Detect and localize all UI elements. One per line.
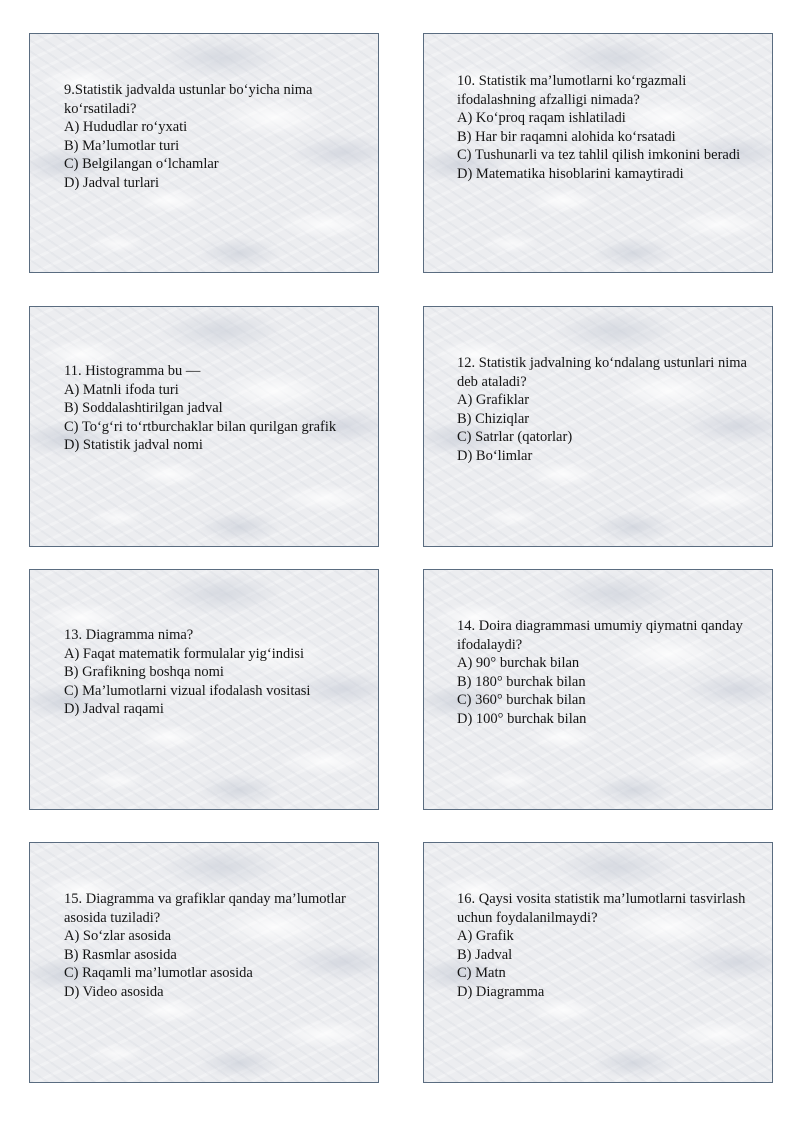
option-d: D) Jadval raqami	[64, 701, 164, 718]
question-text: 14. Doira diagrammasi umumiy qiymatni qanday ifodalaydi?	[457, 618, 743, 653]
option-a: A) Faqat matematik formulalar yig‘indisi	[64, 645, 304, 662]
option-b: B) Ma’lumotlar turi	[64, 137, 180, 154]
option-d: D) Statistik jadval nomi	[64, 437, 203, 454]
option-d: D) Video asosida	[64, 983, 164, 1000]
question-card-12	[423, 306, 773, 547]
option-a: A) Matnli ifoda turi	[64, 381, 179, 398]
question-text: 15. Diagramma va grafiklar qanday ma’lumotlar asosida tuziladi?	[64, 891, 346, 926]
option-c: C) Raqamli ma’lumotlar asosida	[64, 965, 253, 982]
question-card-15	[29, 842, 379, 1083]
option-d: D) Matematika hisoblarini kamaytiradi	[457, 165, 684, 182]
option-d: D) 100° burchak bilan	[457, 710, 587, 727]
question-card-text	[64, 890, 364, 1002]
question-card-text	[64, 626, 376, 719]
option-d: D) Bo‘limlar	[457, 447, 533, 464]
question-card-text	[64, 81, 364, 193]
option-d: D) Diagramma	[457, 983, 545, 1000]
option-c: C) To‘g‘ri to‘rtburchaklar bilan qurilgan grafik	[64, 418, 337, 435]
option-c: C) Tushunarli va tez tahlil qilish imkonini beradi	[457, 147, 741, 164]
question-card-16	[423, 842, 773, 1083]
question-text: 13. Diagramma nima?	[64, 627, 194, 643]
option-c: C) Matn	[457, 965, 506, 982]
question-text: 16. Qaysi vosita statistik ma’lumotlarni tasvirlash uchun foydalanilmaydi?	[457, 891, 746, 926]
option-b: B) 180° burchak bilan	[457, 673, 586, 690]
question-text: 9.Statistik jadvalda ustunlar bo‘yicha nima ko‘rsatiladi?	[64, 82, 313, 117]
option-b: B) Grafikning boshqa nomi	[64, 664, 224, 681]
option-c: C) Satrlar (qatorlar)	[457, 429, 573, 446]
question-card-9	[29, 33, 379, 273]
question-card-10	[423, 33, 773, 273]
question-text: 12. Statistik jadvalning ko‘ndalang ustunlari nima deb ataladi?	[457, 355, 747, 390]
question-text: 10. Statistik ma’lumotlarni ko‘rgazmali ifodalashning afzalligi nimada?	[457, 73, 687, 108]
question-card-text	[457, 890, 757, 1002]
question-card-11	[29, 306, 379, 547]
option-c: C) Belgilangan o‘lchamlar	[64, 156, 219, 173]
option-c: C) 360° burchak bilan	[457, 692, 586, 709]
question-card-text	[64, 362, 376, 455]
option-a: A) 90° burchak bilan	[457, 655, 580, 672]
option-a: A) Hududlar ro‘yxati	[64, 119, 188, 136]
question-card-text	[457, 354, 757, 466]
option-b: B) Har bir raqamni alohida ko‘rsatadi	[457, 128, 676, 145]
option-b: B) Rasmlar asosida	[64, 946, 177, 963]
option-a: A) Grafik	[457, 928, 514, 945]
option-d: D) Jadval turlari	[64, 174, 160, 191]
option-b: B) Chiziqlar	[457, 410, 530, 427]
question-text: 11. Histogramma bu —	[64, 363, 201, 379]
option-a: A) Ko‘proq raqam ishlatiladi	[457, 110, 626, 127]
option-b: B) Soddalashtirilgan jadval	[64, 400, 223, 417]
question-card-13	[29, 569, 379, 810]
option-c: C) Ma’lumotlarni vizual ifodalash vositasi	[64, 682, 311, 699]
option-b: B) Jadval	[457, 946, 513, 963]
option-a: A) So‘zlar asosida	[64, 928, 172, 945]
option-a: A) Grafiklar	[457, 392, 530, 409]
question-card-text	[457, 617, 757, 729]
question-card-14	[423, 569, 773, 810]
question-card-text	[457, 72, 757, 184]
